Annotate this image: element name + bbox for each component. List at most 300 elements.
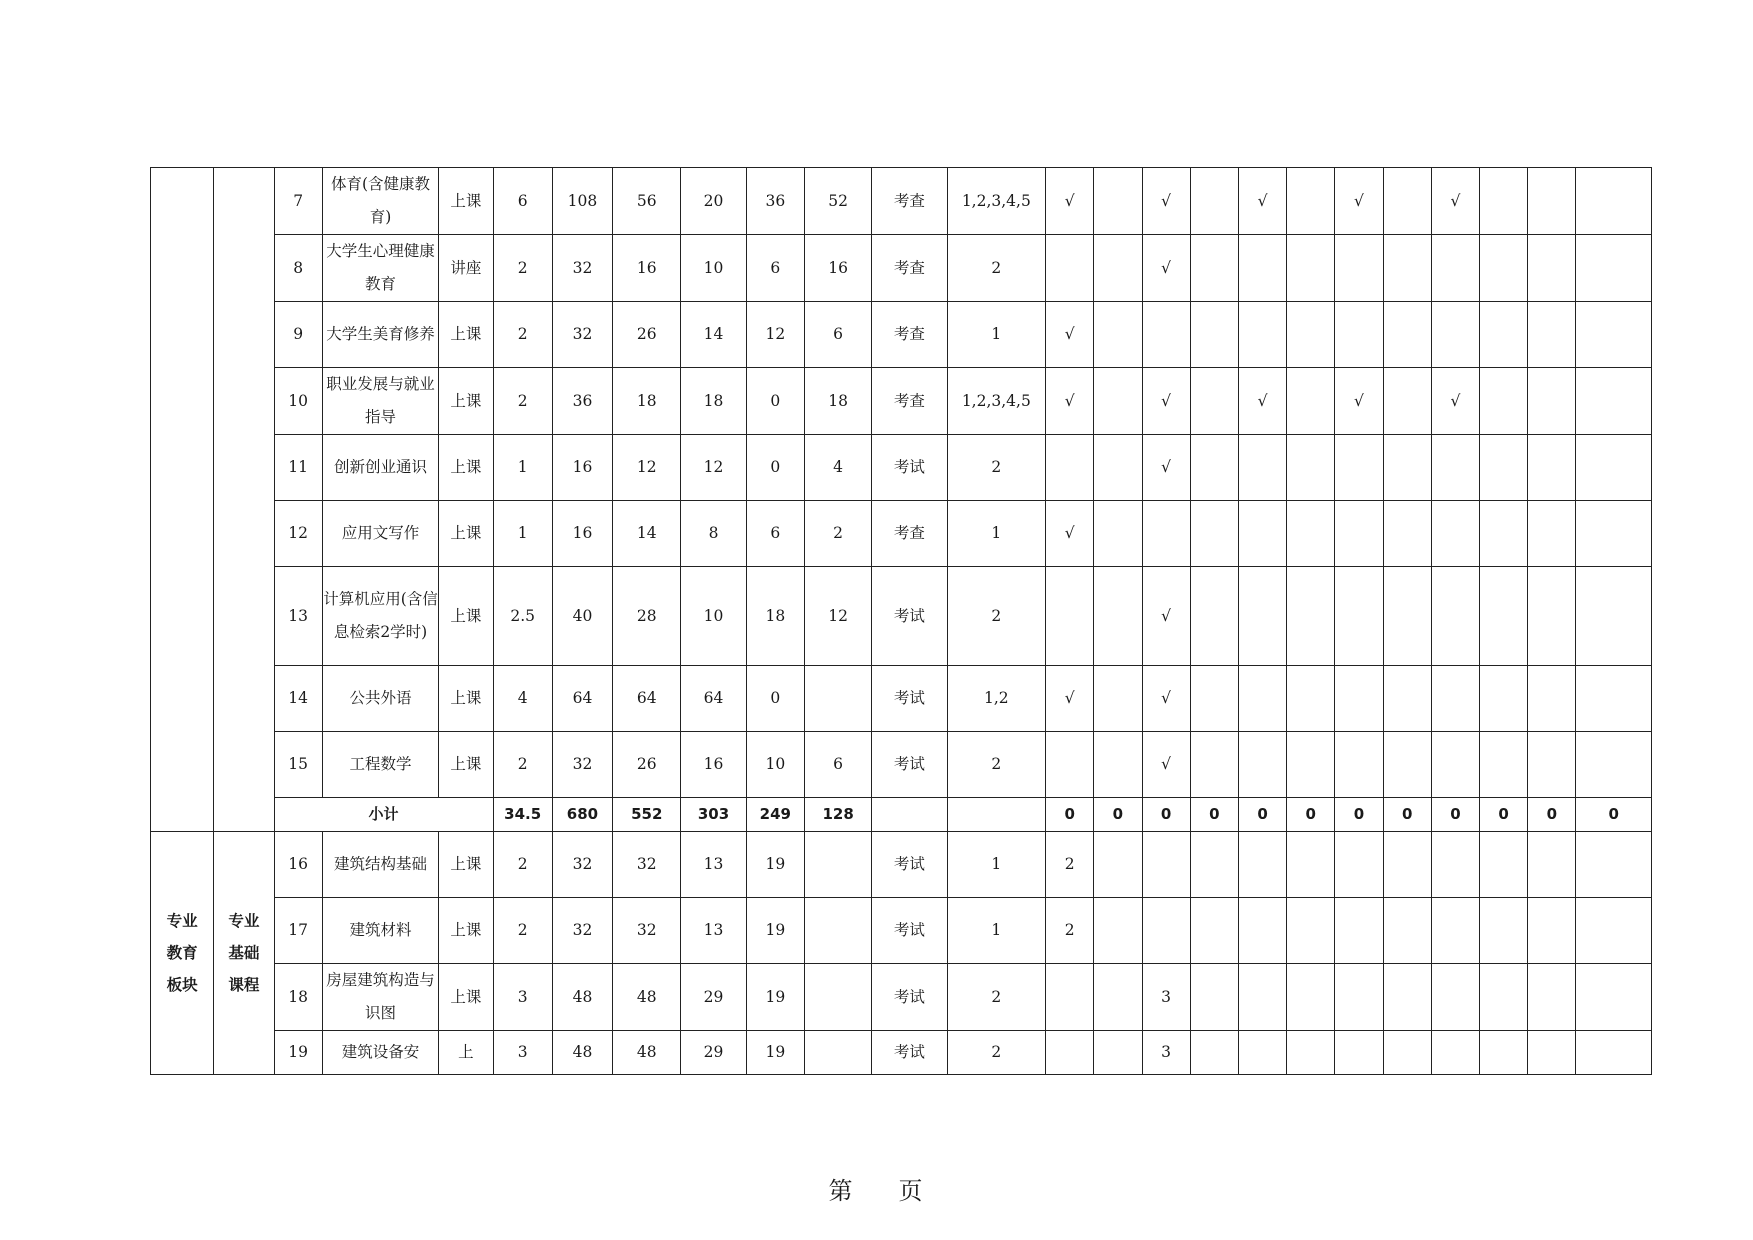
week-cell (1576, 302, 1652, 368)
week-cell (1480, 235, 1528, 302)
assessment-type: 考试 (872, 567, 947, 666)
week-cell (1046, 567, 1094, 666)
assessment-type: 考查 (872, 368, 947, 435)
semester: 1 (947, 302, 1045, 368)
week-cell (1287, 567, 1335, 666)
week-cell (1142, 898, 1190, 964)
total-hours: 108 (552, 168, 612, 235)
course-name: 大学生心理健康教育 (322, 235, 439, 302)
subtotal-exam-empty (872, 798, 947, 832)
hours-a: 64 (681, 666, 746, 732)
subtotal-t1: 303 (681, 798, 746, 832)
course-name: 创新创业通识 (322, 435, 439, 501)
week-cell: √ (1142, 567, 1190, 666)
subcategory-cell-empty (214, 168, 274, 832)
table-row (151, 302, 1652, 368)
credit: 3 (493, 964, 552, 1031)
week-cell (1142, 832, 1190, 898)
week-cell (1335, 235, 1383, 302)
week-cell (1431, 964, 1479, 1031)
week-cell (1335, 898, 1383, 964)
week-cell: √ (1046, 501, 1094, 567)
semester: 1,2,3,4,5 (947, 368, 1045, 435)
hours-a: 10 (681, 567, 746, 666)
week-cell (1528, 666, 1576, 732)
theory-hours: 32 (613, 898, 681, 964)
assessment-type: 考查 (872, 501, 947, 567)
subtotal-week: 0 (1287, 798, 1335, 832)
week-cell (1431, 832, 1479, 898)
hours-b: 0 (746, 435, 804, 501)
hours-c (804, 666, 871, 732)
week-cell (1142, 302, 1190, 368)
total-hours: 16 (552, 435, 612, 501)
course-name: 应用文写作 (322, 501, 439, 567)
hours-c (804, 964, 871, 1031)
week-cell (1576, 567, 1652, 666)
table-row (151, 732, 1652, 798)
week-cell (1576, 666, 1652, 732)
week-cell: √ (1046, 368, 1094, 435)
total-hours: 64 (552, 666, 612, 732)
semester: 2 (947, 1031, 1045, 1075)
assessment-type: 考查 (872, 168, 947, 235)
hours-a: 20 (681, 168, 746, 235)
table-row (151, 368, 1652, 435)
table-row (151, 666, 1652, 732)
subtotal-t2: 249 (746, 798, 804, 832)
subtotal-week: 0 (1094, 798, 1142, 832)
week-cell: √ (1142, 732, 1190, 798)
week-cell (1190, 898, 1238, 964)
week-cell (1480, 501, 1528, 567)
total-hours: 32 (552, 302, 612, 368)
hours-b: 12 (746, 302, 804, 368)
week-cell (1383, 1031, 1431, 1075)
week-cell (1480, 168, 1528, 235)
week-cell (1190, 567, 1238, 666)
week-cell (1576, 168, 1652, 235)
assessment-type: 考试 (872, 964, 947, 1031)
week-cell (1431, 898, 1479, 964)
subtotal-sem-empty (947, 798, 1045, 832)
course-name: 房屋建筑构造与识图 (322, 964, 439, 1031)
week-cell (1287, 964, 1335, 1031)
teaching-mode: 上课 (439, 732, 493, 798)
week-cell: √ (1142, 435, 1190, 501)
hours-b: 19 (746, 898, 804, 964)
theory-hours: 56 (613, 168, 681, 235)
hours-c: 16 (804, 235, 871, 302)
total-hours: 48 (552, 1031, 612, 1075)
subtotal-row (151, 798, 1652, 832)
semester: 1 (947, 898, 1045, 964)
table-row (151, 898, 1652, 964)
week-cell: √ (1046, 302, 1094, 368)
subcategory-cell: 专业基础课程 (214, 832, 274, 1075)
week-cell (1190, 368, 1238, 435)
total-hours: 32 (552, 732, 612, 798)
credit: 3 (493, 1031, 552, 1075)
week-cell (1046, 235, 1094, 302)
hours-b: 19 (746, 964, 804, 1031)
week-cell (1528, 235, 1576, 302)
week-cell (1528, 302, 1576, 368)
hours-c (804, 832, 871, 898)
week-cell: √ (1142, 666, 1190, 732)
week-cell (1431, 501, 1479, 567)
hours-a: 10 (681, 235, 746, 302)
week-cell (1576, 368, 1652, 435)
week-cell (1094, 732, 1142, 798)
semester: 2 (947, 435, 1045, 501)
week-cell: 3 (1142, 1031, 1190, 1075)
course-number: 7 (274, 168, 322, 235)
assessment-type: 考试 (872, 832, 947, 898)
week-cell (1335, 732, 1383, 798)
week-cell (1383, 732, 1431, 798)
week-cell (1287, 302, 1335, 368)
assessment-type: 考试 (872, 666, 947, 732)
week-cell (1238, 567, 1286, 666)
hours-b: 36 (746, 168, 804, 235)
week-cell (1480, 832, 1528, 898)
semester: 1,2,3,4,5 (947, 168, 1045, 235)
week-cell (1528, 567, 1576, 666)
semester: 2 (947, 567, 1045, 666)
week-cell (1238, 898, 1286, 964)
course-name: 公共外语 (322, 666, 439, 732)
total-hours: 40 (552, 567, 612, 666)
week-cell (1528, 168, 1576, 235)
week-cell (1190, 302, 1238, 368)
theory-hours: 64 (613, 666, 681, 732)
week-cell (1046, 435, 1094, 501)
hours-b: 0 (746, 368, 804, 435)
table-row (151, 1031, 1652, 1075)
hours-b: 0 (746, 666, 804, 732)
hours-c: 2 (804, 501, 871, 567)
assessment-type: 考试 (872, 1031, 947, 1075)
week-cell (1431, 302, 1479, 368)
week-cell (1094, 302, 1142, 368)
week-cell (1576, 732, 1652, 798)
subtotal-credit: 34.5 (493, 798, 552, 832)
theory-hours: 32 (613, 832, 681, 898)
week-cell (1528, 964, 1576, 1031)
hours-c (804, 1031, 871, 1075)
week-cell: √ (1238, 368, 1286, 435)
week-cell (1094, 964, 1142, 1031)
total-hours: 32 (552, 898, 612, 964)
week-cell (1431, 567, 1479, 666)
hours-b: 6 (746, 501, 804, 567)
credit: 2 (493, 832, 552, 898)
category-cell: 专业教育板块 (151, 832, 214, 1075)
course-number: 14 (274, 666, 322, 732)
week-cell (1335, 567, 1383, 666)
assessment-type: 考试 (872, 732, 947, 798)
week-cell (1528, 501, 1576, 567)
teaching-mode: 上课 (439, 302, 493, 368)
week-cell (1335, 1031, 1383, 1075)
week-cell (1094, 435, 1142, 501)
course-number: 13 (274, 567, 322, 666)
total-hours: 16 (552, 501, 612, 567)
week-cell (1480, 732, 1528, 798)
week-cell (1480, 302, 1528, 368)
week-cell (1528, 368, 1576, 435)
week-cell (1383, 666, 1431, 732)
week-cell (1094, 368, 1142, 435)
week-cell (1190, 435, 1238, 501)
course-number: 8 (274, 235, 322, 302)
category-cell-empty (151, 168, 214, 832)
course-number: 9 (274, 302, 322, 368)
week-cell (1528, 832, 1576, 898)
hours-a: 12 (681, 435, 746, 501)
week-cell (1094, 666, 1142, 732)
theory-hours: 16 (613, 235, 681, 302)
public-course-rows (151, 168, 1652, 832)
teaching-mode: 上课 (439, 964, 493, 1031)
week-cell (1528, 1031, 1576, 1075)
week-cell (1431, 1031, 1479, 1075)
week-cell (1431, 235, 1479, 302)
subtotal-total: 680 (552, 798, 612, 832)
week-cell: √ (1142, 168, 1190, 235)
teaching-mode: 上课 (439, 567, 493, 666)
week-cell (1046, 964, 1094, 1031)
subtotal-week: 0 (1238, 798, 1286, 832)
teaching-mode: 讲座 (439, 235, 493, 302)
table-row (151, 567, 1652, 666)
hours-a: 29 (681, 964, 746, 1031)
hours-b: 18 (746, 567, 804, 666)
table-row (151, 964, 1652, 1031)
subtotal-week: 0 (1431, 798, 1479, 832)
table-row (151, 168, 1652, 235)
subtotal-week: 0 (1046, 798, 1094, 832)
week-cell (1190, 732, 1238, 798)
week-cell (1480, 666, 1528, 732)
assessment-type: 考查 (872, 302, 947, 368)
week-cell (1287, 1031, 1335, 1075)
teaching-mode: 上课 (439, 368, 493, 435)
week-cell (1383, 898, 1431, 964)
course-number: 11 (274, 435, 322, 501)
week-cell (1576, 832, 1652, 898)
course-number: 15 (274, 732, 322, 798)
week-cell (1335, 832, 1383, 898)
week-cell (1528, 732, 1576, 798)
hours-b: 19 (746, 1031, 804, 1075)
hours-a: 16 (681, 732, 746, 798)
assessment-type: 考试 (872, 898, 947, 964)
subtotal-week: 0 (1528, 798, 1576, 832)
course-name: 工程数学 (322, 732, 439, 798)
week-cell (1383, 435, 1431, 501)
hours-a: 13 (681, 898, 746, 964)
credit: 2 (493, 368, 552, 435)
total-hours: 36 (552, 368, 612, 435)
theory-hours: 48 (613, 964, 681, 1031)
week-cell (1190, 1031, 1238, 1075)
week-cell (1190, 235, 1238, 302)
week-cell (1576, 501, 1652, 567)
hours-a: 14 (681, 302, 746, 368)
subtotal-week: 0 (1576, 798, 1652, 832)
teaching-mode: 上课 (439, 168, 493, 235)
week-cell (1383, 567, 1431, 666)
subtotal-label: 小计 (274, 798, 493, 832)
week-cell (1576, 964, 1652, 1031)
week-cell (1238, 666, 1286, 732)
course-number: 10 (274, 368, 322, 435)
course-name: 建筑设备安 (322, 1031, 439, 1075)
credit: 2 (493, 302, 552, 368)
credit: 4 (493, 666, 552, 732)
course-number: 19 (274, 1031, 322, 1075)
week-cell (1480, 898, 1528, 964)
professional-course-rows (151, 832, 1652, 1075)
subtotal-week: 0 (1190, 798, 1238, 832)
week-cell (1142, 501, 1190, 567)
subtotal-week: 0 (1480, 798, 1528, 832)
total-hours: 48 (552, 964, 612, 1031)
week-cell: √ (1046, 168, 1094, 235)
week-cell: √ (1142, 235, 1190, 302)
semester: 1 (947, 832, 1045, 898)
teaching-mode: 上课 (439, 501, 493, 567)
course-number: 12 (274, 501, 322, 567)
week-cell (1094, 235, 1142, 302)
semester: 2 (947, 964, 1045, 1031)
week-cell (1190, 666, 1238, 732)
week-cell: √ (1431, 368, 1479, 435)
course-number: 18 (274, 964, 322, 1031)
hours-a: 8 (681, 501, 746, 567)
hours-c: 18 (804, 368, 871, 435)
hours-a: 29 (681, 1031, 746, 1075)
week-cell (1480, 1031, 1528, 1075)
week-cell: 2 (1046, 832, 1094, 898)
footer-right: 页 (898, 1177, 925, 1205)
week-cell: √ (1046, 666, 1094, 732)
course-number: 16 (274, 832, 322, 898)
week-cell (1287, 368, 1335, 435)
credit: 2 (493, 898, 552, 964)
theory-hours: 26 (613, 732, 681, 798)
week-cell (1383, 964, 1431, 1031)
curriculum-table (150, 167, 1652, 1075)
assessment-type: 考试 (872, 435, 947, 501)
hours-c: 6 (804, 302, 871, 368)
semester: 1,2 (947, 666, 1045, 732)
hours-a: 18 (681, 368, 746, 435)
week-cell (1431, 732, 1479, 798)
subtotal-week: 0 (1335, 798, 1383, 832)
course-number: 17 (274, 898, 322, 964)
week-cell (1431, 666, 1479, 732)
week-cell (1287, 666, 1335, 732)
table-row (151, 501, 1652, 567)
week-cell (1528, 898, 1576, 964)
week-cell (1287, 898, 1335, 964)
week-cell (1190, 168, 1238, 235)
week-cell (1383, 168, 1431, 235)
week-cell: 2 (1046, 898, 1094, 964)
week-cell (1238, 964, 1286, 1031)
assessment-type: 考查 (872, 235, 947, 302)
week-cell: 3 (1142, 964, 1190, 1031)
week-cell (1576, 898, 1652, 964)
week-cell (1190, 832, 1238, 898)
hours-c: 6 (804, 732, 871, 798)
theory-hours: 18 (613, 368, 681, 435)
credit: 1 (493, 435, 552, 501)
week-cell (1480, 435, 1528, 501)
credit: 6 (493, 168, 552, 235)
week-cell (1383, 832, 1431, 898)
week-cell (1576, 1031, 1652, 1075)
hours-c: 52 (804, 168, 871, 235)
course-name: 职业发展与就业指导 (322, 368, 439, 435)
week-cell (1335, 666, 1383, 732)
week-cell (1383, 501, 1431, 567)
week-cell (1480, 567, 1528, 666)
credit: 2 (493, 732, 552, 798)
teaching-mode: 上课 (439, 898, 493, 964)
table-row (151, 235, 1652, 302)
hours-b: 6 (746, 235, 804, 302)
hours-c (804, 898, 871, 964)
theory-hours: 26 (613, 302, 681, 368)
page-footer (0, 1171, 1753, 1206)
week-cell (1287, 168, 1335, 235)
credit: 2.5 (493, 567, 552, 666)
week-cell (1287, 501, 1335, 567)
course-name: 计算机应用(含信息检索2学时) (322, 567, 439, 666)
week-cell (1094, 501, 1142, 567)
week-cell (1383, 302, 1431, 368)
semester: 2 (947, 235, 1045, 302)
week-cell: √ (1335, 368, 1383, 435)
theory-hours: 14 (613, 501, 681, 567)
total-hours: 32 (552, 832, 612, 898)
week-cell (1238, 732, 1286, 798)
subtotal-week: 0 (1142, 798, 1190, 832)
table-row (151, 832, 1652, 898)
week-cell: √ (1142, 368, 1190, 435)
course-name: 建筑材料 (322, 898, 439, 964)
week-cell (1287, 435, 1335, 501)
week-cell (1190, 964, 1238, 1031)
week-cell (1046, 732, 1094, 798)
course-name: 大学生美育修养 (322, 302, 439, 368)
week-cell (1287, 732, 1335, 798)
week-cell (1576, 235, 1652, 302)
course-name: 体育(含健康教育) (322, 168, 439, 235)
week-cell (1190, 501, 1238, 567)
subtotal-t3: 128 (804, 798, 871, 832)
teaching-mode: 上课 (439, 435, 493, 501)
week-cell (1335, 501, 1383, 567)
week-cell: √ (1335, 168, 1383, 235)
week-cell (1528, 435, 1576, 501)
week-cell (1094, 832, 1142, 898)
week-cell (1238, 435, 1286, 501)
